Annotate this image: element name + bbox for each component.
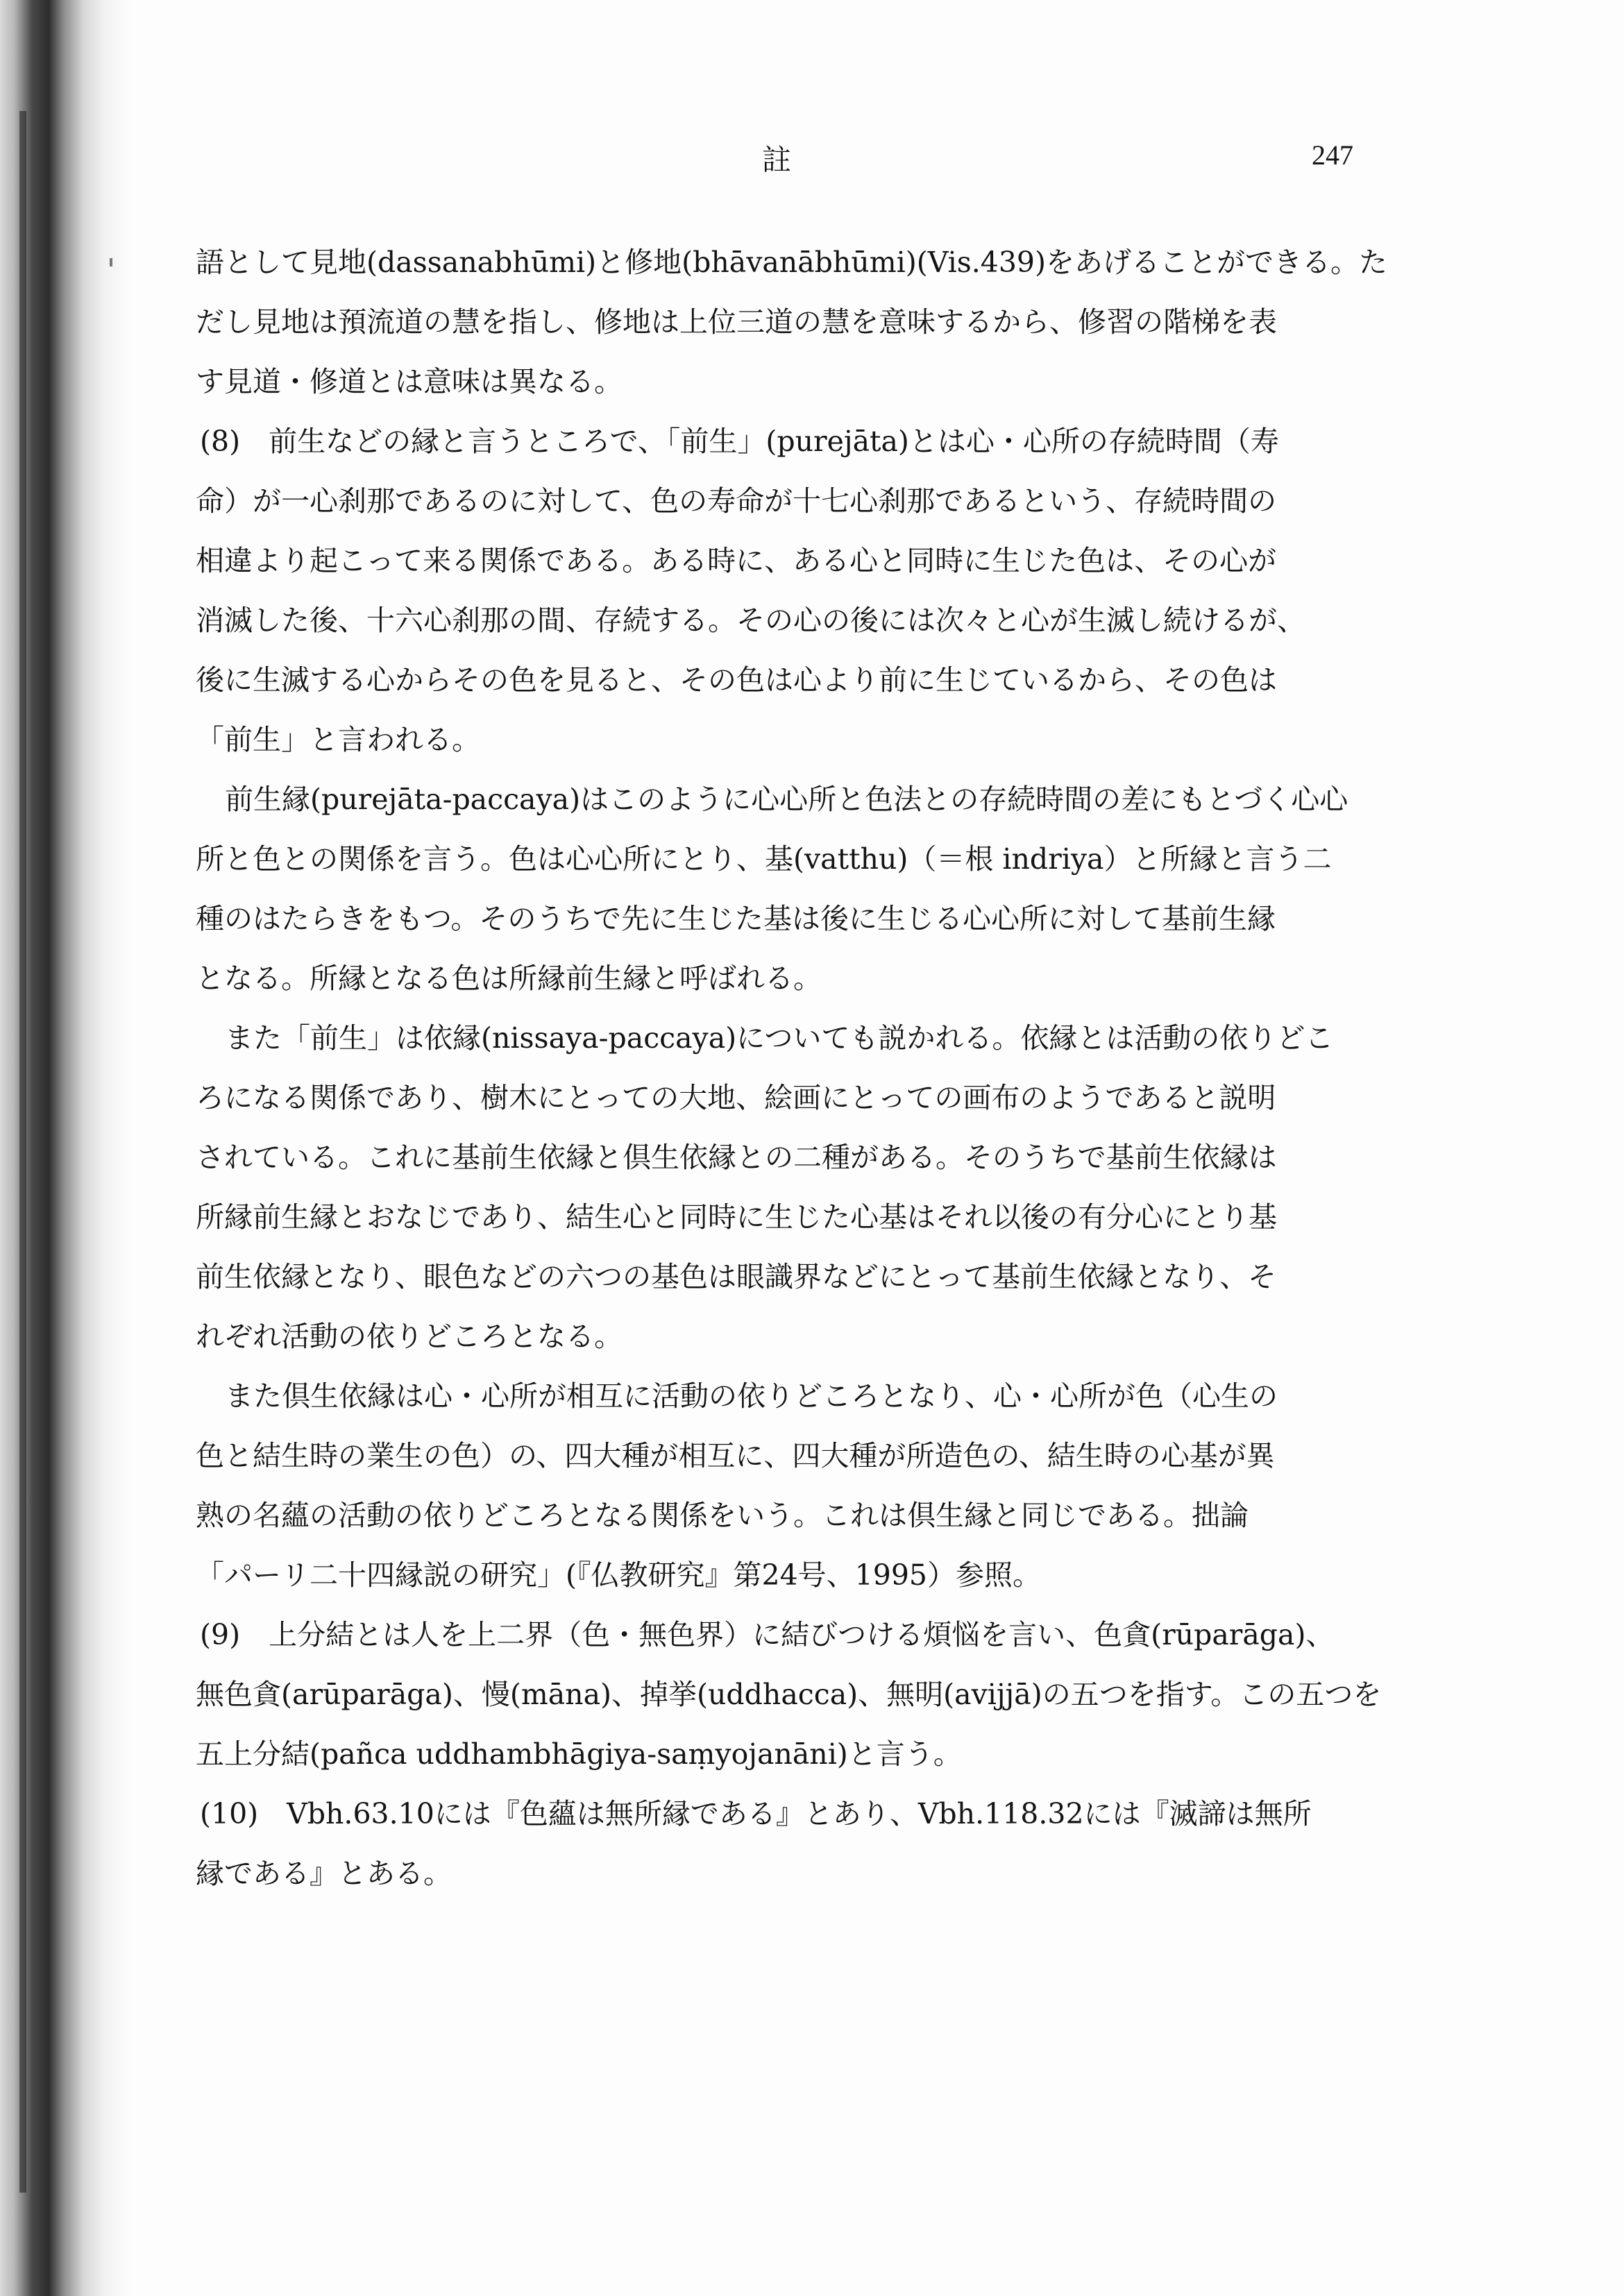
text-line: 後に生滅する心からその色を見ると、その色は心より前に生じているから、その色は (196, 663, 1277, 697)
text-line: 色と結生時の業生の色）の、四大種が相互に、四大種が所造色の、結生時の心基が異 (196, 1439, 1275, 1472)
binding-edge (19, 111, 26, 2193)
text-line: 命）が一心刹那であるのに対して、色の寿命が十七心刹那であるという、存続時間の (196, 484, 1277, 518)
text-line: また倶生依縁は心・心所が相互に活動の依りどころとなり、心・心所が色（心生の (225, 1379, 1278, 1413)
text-line: また「前生」は依縁(nissaya-paccaya)についても説かれる。依縁とは活動の依りどこ (225, 1021, 1334, 1055)
text-line: 熟の名蘊の活動の依りどころとなる関係をいう。これは倶生縁と同じである。拙論 (196, 1499, 1249, 1532)
text-line: となる。所縁となる色は所縁前生縁と呼ばれる。 (196, 962, 822, 995)
text-line: されている。これに基前生依縁と倶生依縁との二種がある。そのうちで基前生依縁は (196, 1141, 1277, 1174)
text-line: 種のはたらきをもつ。そのうちで先に生じた基は後に生じる心心所に対して基前生縁 (196, 902, 1276, 935)
text-line: 五上分結(pañca uddhambhāgiya-saṃyojanāni)と言う。 (196, 1737, 962, 1771)
text-line: 「前生」と言われる。 (196, 723, 480, 756)
scan-mark (110, 258, 112, 266)
text-line: だし見地は預流道の慧を指し、修地は上位三道の慧を意味するから、修習の階梯を表 (196, 305, 1277, 339)
text-line: 消滅した後、十六心刹那の間、存続する。その心の後には次々と心が生滅し続けるが、 (196, 604, 1305, 637)
text-line: れぞれ活動の依りどころとなる。 (196, 1320, 623, 1353)
text-line: 前生縁(purejāta-paccaya)はこのように心心所と色法との存続時間の差にもとづく心心 (225, 783, 1348, 816)
note-9-line: (9) 上分結とは人を上二界（色・無色界）に結びつける煩悩を言い、色貪(rūparāga)、 (200, 1618, 1335, 1651)
text-line: 語として見地(dassanabhūmi)と修地(bhāvanābhūmi)(Vis.439)をあげることができる。た (196, 246, 1388, 279)
text-line: 縁である』とある。 (196, 1857, 452, 1890)
text-line: 前生依縁となり、眼色などの六つの基色は眼識界などにとって基前生依縁となり、そ (196, 1260, 1277, 1293)
note-8-line: (8) 前生などの縁と言うところで、「前生」(purejāta)とは心・心所の存続時間（寿 (200, 425, 1279, 458)
text-line: ろになる関係であり、樹木にとっての大地、絵画にとっての画布のようであると説明 (196, 1081, 1276, 1114)
text-line: 無色貪(arūparāga)、慢(māna)、掉挙(uddhacca)、無明(avijjā)の五つを指す。この五つを (196, 1678, 1382, 1711)
text-line: 所縁前生縁とおなじであり、結生心と同時に生じた心基はそれ以後の有分心にとり基 (196, 1200, 1277, 1234)
text-line: 相違より起こって来る関係である。ある時に、ある心と同時に生じた色は、その心が (196, 544, 1277, 577)
text-line: 所と色との関係を言う。色は心心所にとり、基(vatthu)（＝根 indriya）と所縁と言う二 (196, 842, 1332, 876)
running-header: 註 (762, 143, 793, 177)
page-number: 247 (1312, 139, 1353, 171)
note-10-line: (10) Vbh.63.10には『色蘊は無所縁である』とあり、Vbh.118.32には『滅諦は無所 (200, 1797, 1312, 1830)
text-line: 「パーリ二十四縁説の研究」(『仏教研究』第24号、1995）参照。 (196, 1558, 1042, 1592)
text-line: す見道・修道とは意味は異なる。 (196, 365, 623, 398)
notes-body (196, 232, 1403, 1903)
